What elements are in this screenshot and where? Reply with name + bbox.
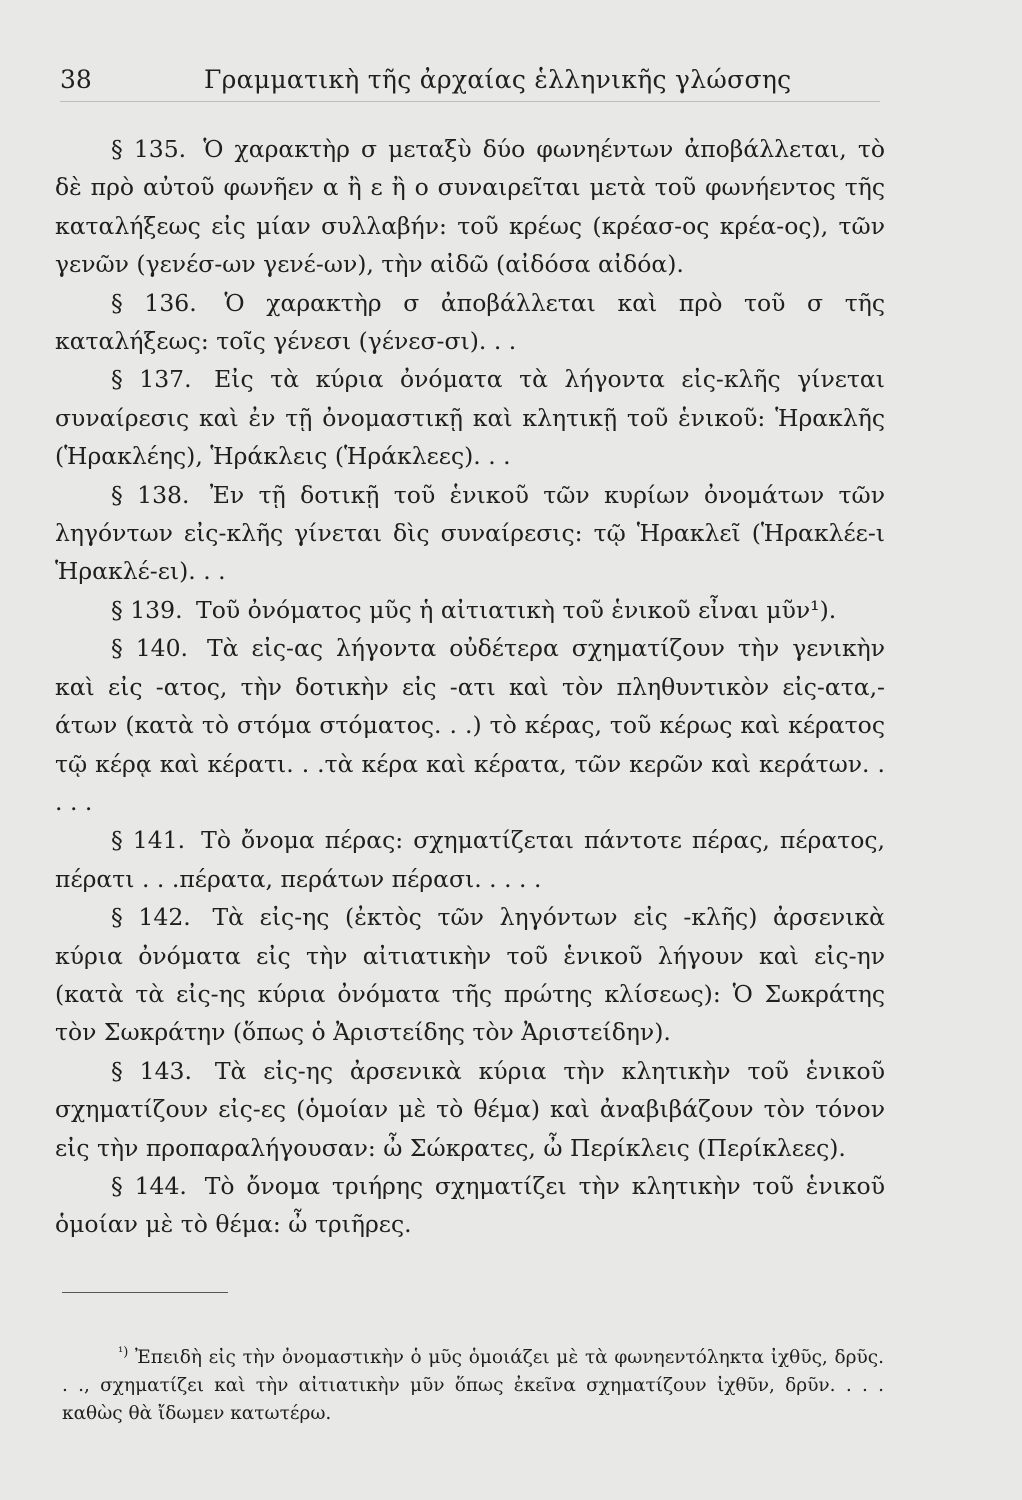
section-number: § 140. [111,634,189,663]
section-text: Τὰ εἰς-ας λήγοντα οὐδέτερα σχηματίζουν τὴν γενικὴν καὶ εἰς -ατος, τὴν δοτικὴν εἰς -ατι καὶ τὸν πληθυντικὸν εἰς-ατα,-άτων (κατὰ τὸ στόμα στόματος. . .) τὸ κέρας, τοῦ κέρως καὶ κέρατος τῷ κέρᾳ καὶ κέρατι. . .τὰ κέρα καὶ κέρατα, τῶν κερῶν καὶ κεράτων. . . . . [55,634,885,816]
section-text: Τὸ ὄνομα πέρας: σχηματίζεται πάντοτε πέρας, πέρατος, πέρατι . . .πέρατα, περάτων πέρασι. . . . . [55,826,885,893]
section-143 [55,1052,885,1167]
section-140 [55,629,885,821]
section-number: § 135. [111,135,187,163]
section-text: Τοῦ ὀνόματος μῦς ἡ αἰτιατικὴ τοῦ ἑνικοῦ εἶναι μῦν¹). [196,595,837,624]
section-text: Ἐν τῇ δοτικῇ τοῦ ἑνικοῦ τῶν κυρίων ὀνομάτων τῶν ληγόντων εἰς-κλῆς γίνεται δὶς συναίρεσις: τῷ Ἡρακλεῖ (Ἡρακλέε-ι Ἡρακλέ-ει). . . [55,480,885,586]
section-139 [55,591,885,629]
section-136 [55,284,885,361]
footnote-marker: ¹) [118,1344,129,1360]
section-text: Ὁ χαρακτὴρ σ μεταξὺ δύο φωνηέντων ἀποβάλλεται, τὸ δὲ πρὸ αὐτοῦ φωνῆεν α ἢ ε ἢ ο συναιρεῖται μετὰ τοῦ φωνήεντος τῆς καταλήξεως εἰς μίαν συλλαβήν: τοῦ κρέως (κρέασ-ος κρέα-ος), τῶν γενῶν (γενέσ-ων γενέ-ων), τὴν αἰδῶ (αἰδόσα αἰδόα). [55,135,885,279]
footnote-rule [62,1292,228,1293]
section-135 [55,130,885,284]
section-number: § 139. [111,595,183,624]
section-text: Ὁ χαρακτὴρ σ ἀποβάλλεται καὶ πρὸ τοῦ σ τῆς καταλήξεως: τοῖς γένεσι (γένεσ-σι). . . [55,288,885,356]
section-number: § 143. [111,1056,192,1085]
section-text: Τὸ ὄνομα τριήρης σχηματίζει τὴν κλητικὴν τοῦ ἑνικοῦ ὁμοίαν μὲ τὸ θέμα: ὦ τριῆρες. [55,1171,885,1239]
section-number: § 141. [111,826,186,855]
section-142 [55,898,885,1052]
header-rule [60,101,880,102]
section-141 [55,821,885,898]
running-title: Γραμματικὴ τῆς ἀρχαίας ἑλληνικῆς γλώσσης [204,65,792,94]
section-text: Τὰ εἰς-ης ἀρσενικὰ κύρια τὴν κλητικὴν τοῦ ἑνικοῦ σχηματίζουν εἰς-ες (ὁμοίαν μὲ τὸ θέμα) καὶ ἀναβιβάζουν τὸν τόνον εἰς τὴν προπαραλήγουσαν: ὦ Σώκρατες, ὦ Περίκλεις (Περίκλεες). [55,1056,885,1162]
section-number: § 137. [111,365,192,394]
footnote-text: Ἐπειδὴ εἰς τὴν ὀνομαστικὴν ὁ μῦς ὁμοιάζει μὲ τὰ φωνηεντόληκτα ἰχθῦς, δρῦς. . ., σχηματίζει καὶ τὴν αἰτιατικὴν μῦν ὅπως ἐκεῖνα σχηματίζουν ἰχθῦν, δρῦν. . . . καθὼς θὰ ἴδωμεν κατωτέρω. [62,1346,884,1424]
section-text: Εἰς τὰ κύρια ὀνόματα τὰ λήγοντα εἰς-κλῆς γίνεται συναίρεσις καὶ ἐν τῇ ὀνομαστικῇ καὶ κλητικῇ τοῦ ἑνικοῦ: Ἡρακλῆς (Ἡρακλέης), Ἡράκλεις (Ἡράκλεες). . . [55,365,885,471]
section-137 [55,360,885,475]
page-body [55,130,885,1244]
section-number: § 136. [111,288,197,317]
footnote [62,1339,884,1428]
section-text: Τὰ εἰς-ης (ἐκτὸς τῶν ληγόντων εἰς -κλῆς) ἀρσενικὰ κύρια ὀνόματα εἰς τὴν αἰτιατικὴν τοῦ ἑνικοῦ λήγουν καὶ εἰς-ην (κατὰ τὰ εἰς-ης κύρια ὀνόματα τῆς πρώτης κλίσεως): Ὁ Σωκράτης τὸν Σωκράτην (ὅπως ὁ Ἀριστείδης τὸν Ἀριστείδην). [55,903,885,1047]
section-number: § 138. [111,480,190,509]
section-number: § 142. [111,903,191,932]
section-144 [55,1167,885,1244]
section-138 [55,476,885,591]
page-header [60,57,880,97]
page-number: 38 [60,65,92,94]
section-number: § 144. [111,1171,187,1200]
